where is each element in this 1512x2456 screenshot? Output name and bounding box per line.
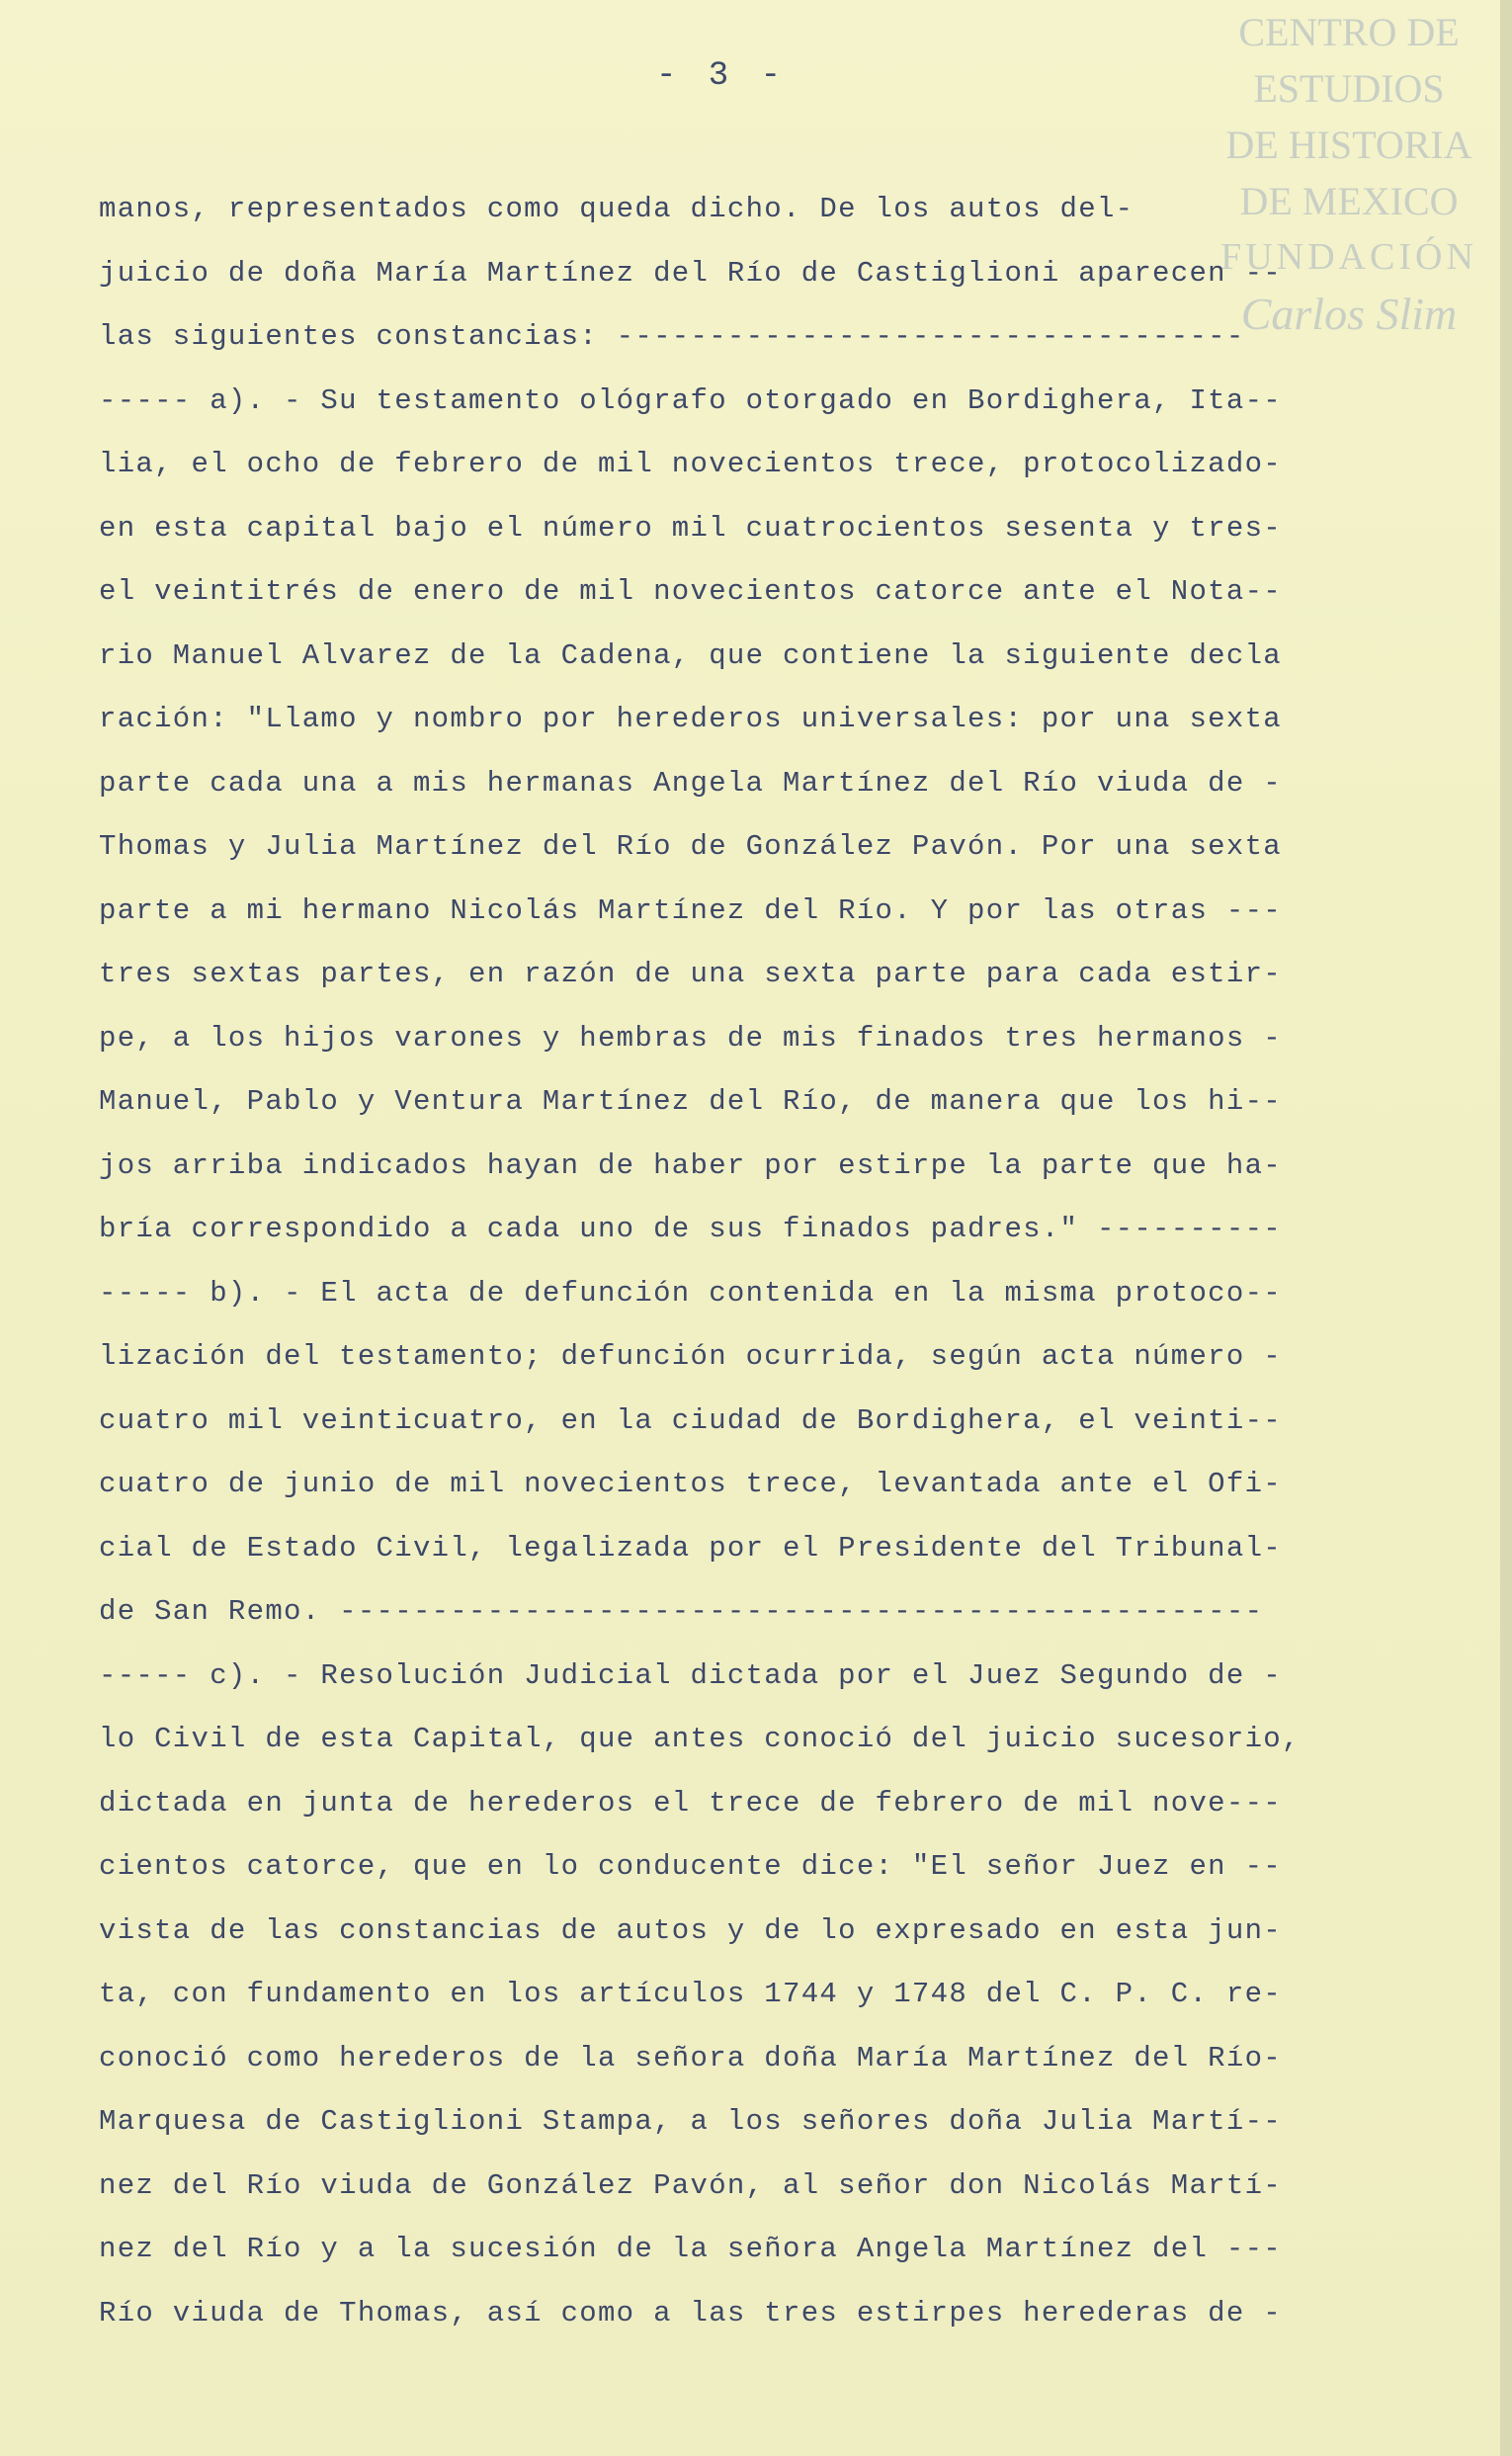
text-line: nez del Río viuda de González Pavón, al señor don Nicolás Martí-	[99, 2168, 1282, 2202]
text-line: lización del testamento; defunción ocurrida, según acta número -	[99, 1340, 1282, 1373]
text-line: nez del Río y a la sucesión de la señora Angela Martínez del ---	[99, 2233, 1282, 2265]
text-line: ta, con fundamento en los artículos 1744 y 1748 del C. P. C. re-	[99, 1978, 1282, 2010]
text-line: cial de Estado Civil, legalizada por el Presidente del Tribunal-	[99, 1531, 1282, 1565]
text-line: Marquesa de Castiglioni Stampa, a los señores doña Julia Martí--	[99, 2105, 1282, 2138]
text-line: en esta capital bajo el número mil cuatrocientos sesenta y tres-	[99, 511, 1282, 545]
text-line: dictada en junta de herederos el trece de febrero de mil nove---	[99, 1786, 1282, 1820]
watermark-line: DE MEXICO	[1239, 179, 1459, 223]
text-line: lo Civil de esta Capital, que antes conoció del juicio sucesorio,	[99, 1723, 1301, 1755]
text-line: de San Remo. --------------------------------------------------	[99, 1595, 1264, 1628]
watermark-line: ESTUDIOS	[1253, 66, 1445, 111]
text-line: juicio de doña María Martínez del Río de Castiglioni aparecen --	[99, 256, 1282, 290]
text-line: Manuel, Pablo y Ventura Martínez del Río, de manera que los hi--	[99, 1085, 1282, 1118]
text-line: Río viuda de Thomas, así como a las tres estirpes herederas de -	[99, 2296, 1282, 2329]
watermark-line: FUNDACIÓN	[1220, 236, 1477, 278]
text-line: el veintitrés de enero de mil novecientos catorce ante el Nota--	[99, 575, 1282, 608]
text-line: bría correspondido a cada uno de sus finados padres." ----------	[99, 1213, 1282, 1245]
text-line: ración: "Llamo y nombro por herederos universales: por una sexta	[99, 703, 1282, 735]
watermark-signature: Carlos Slim	[1240, 289, 1458, 339]
page-number: - 3 -	[655, 57, 788, 95]
text-line: Thomas y Julia Martínez del Río de González Pavón. Por una sexta	[99, 830, 1282, 863]
text-line: ----- a). - Su testamento ológrafo otorgado en Bordighera, Ita--	[99, 383, 1282, 417]
text-line: ----- b). - El acta de defunción contenida en la misma protoco--	[99, 1276, 1282, 1310]
text-line: jos arriba indicados hayan de haber por estirpe la parte que ha-	[99, 1148, 1282, 1182]
text-line: pe, a los hijos varones y hembras de mis finados tres hermanos -	[99, 1021, 1282, 1055]
text-line: las siguientes constancias: ----------------------------------	[99, 320, 1245, 353]
text-line: rio Manuel Alvarez de la Cadena, que contiene la siguiente decla	[99, 638, 1282, 672]
document-body	[99, 178, 1334, 2345]
text-line: vista de las constancias de autos y de lo expresado en esta jun-	[99, 1913, 1282, 1947]
text-line: conoció como herederos de la señora doña María Martínez del Río-	[99, 2041, 1282, 2075]
watermark-line: CENTRO DE	[1238, 10, 1460, 54]
text-line: lia, el ocho de febrero de mil novecientos trece, protocolizado-	[99, 448, 1282, 480]
text-line: parte cada una a mis hermanas Angela Martínez del Río viuda de -	[99, 766, 1282, 800]
text-line: tres sextas partes, en razón de una sexta parte para cada estir-	[99, 958, 1282, 990]
watermark-line: DE HISTORIA	[1225, 123, 1472, 167]
text-line: ----- c). - Resolución Judicial dictada por el Juez Segundo de -	[99, 1658, 1282, 1692]
text-line: parte a mi hermano Nicolás Martínez del Río. Y por las otras ---	[99, 893, 1282, 927]
text-line: cuatro mil veinticuatro, en la ciudad de Bordighera, el veinti--	[99, 1403, 1282, 1437]
text-line: cientos catorce, que en lo conducente dice: "El señor Juez en --	[99, 1850, 1282, 1883]
page-edge	[1500, 0, 1512, 2456]
text-line: manos, representados como queda dicho. De los autos del-	[99, 193, 1134, 225]
text-line: cuatro de junio de mil novecientos trece, levantada ante el Ofi-	[99, 1468, 1282, 1500]
